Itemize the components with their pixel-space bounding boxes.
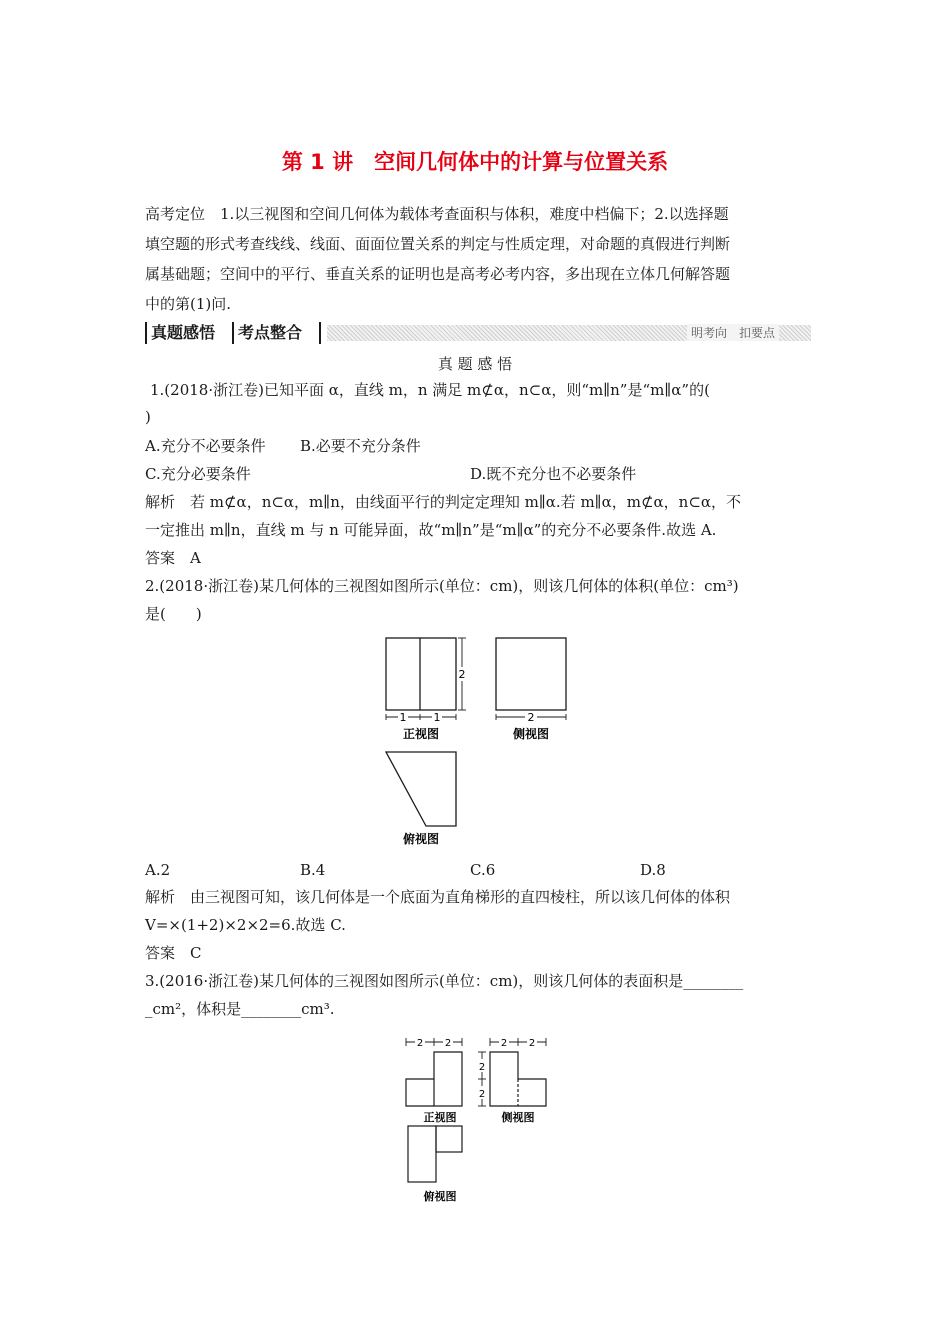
q3-dim-label: 2	[478, 1062, 486, 1073]
intro-line-1: 高考定位 1.以三视图和空间几何体为载体考查面积与体积，难度中档偏下；2.以选择题	[145, 205, 729, 223]
q3-dim-label: 2	[444, 1038, 452, 1049]
banner-left-label: 真题感悟	[151, 323, 216, 342]
q3-dim-label: 2	[478, 1089, 486, 1100]
q2-option-c: C.6	[470, 861, 496, 879]
q2-top-view-caption: 俯视图	[402, 832, 440, 846]
q2-solution-line-2: V=×(1+2)×2×2=6.故选 C.	[145, 916, 346, 934]
q3-dim-label: 2	[416, 1038, 424, 1049]
q2-option-b: B.4	[300, 861, 326, 879]
q2-width-label-2: 1	[433, 711, 441, 724]
q2-side-width-label: 2	[527, 711, 535, 724]
q2-height-label: 2	[458, 668, 466, 681]
banner-divider	[145, 322, 147, 344]
q1-solution-line-2: 一定推出 m∥n，直线 m 与 n 可能异面，故“m∥n”是“m∥α”的充分不必要条件.故选 A.	[145, 521, 717, 539]
banner-divider	[319, 322, 321, 344]
banner-right-label: 考点整合	[238, 323, 303, 342]
q1-option-d: D.既不充分也不必要条件	[470, 465, 637, 483]
q3-side-view-caption: 侧视图	[501, 1111, 535, 1124]
q2-front-view-caption: 正视图	[402, 727, 440, 741]
q2-solution-line-1: 解析 由三视图可知，该几何体是一个底面为直角梯形的直四棱柱，所以该几何体的体积	[145, 888, 731, 906]
q3-dim-label: 2	[528, 1038, 536, 1049]
q3-stem-line-1: 3.(2016·浙江卷)某几何体的三视图如图所示(单位：cm)，则该几何体的表面积是________	[145, 972, 744, 990]
q3-top-view-caption: 俯视图	[423, 1190, 457, 1203]
q3-dim-label: 2	[500, 1038, 508, 1049]
q2-top-view	[386, 752, 456, 826]
intro-line-3: 属基础题；空间中的平行、垂直关系的证明也是高考必考内容，多出现在立体几何解答题	[145, 265, 731, 283]
q1-stem-line-1: 1.(2018·浙江卷)已知平面 α，直线 m，n 满足 m⊄α，n⊂α，则“m∥n”是“m∥α”的(	[150, 381, 710, 399]
q3-front-view-caption: 正视图	[423, 1111, 457, 1124]
q2-stem-line-1: 2.(2018·浙江卷)某几何体的三视图如图所示(单位：cm)，则该几何体的体积(单位：cm³)	[145, 577, 739, 595]
q1-option-b: B.必要不充分条件	[300, 437, 421, 455]
banner-tags: 明考向 扣要点	[687, 324, 779, 341]
q1-option-a: A.充分不必要条件	[145, 437, 266, 455]
q1-solution-line-1: 解析 若 m⊄α，n⊂α，m∥n，由线面平行的判定定理知 m∥α.若 m∥α，m⊄α，n⊂α，不	[145, 493, 742, 511]
q2-width-label-1: 1	[399, 711, 407, 724]
banner-divider	[232, 322, 234, 344]
q2-three-views-figure	[370, 628, 580, 850]
q1-stem-line-2: )	[145, 408, 151, 426]
section-banner	[145, 321, 811, 345]
q3-three-views-figure	[400, 1030, 560, 1205]
section-title: 真 题 感 悟	[437, 355, 513, 373]
q3-top-view	[408, 1126, 436, 1182]
q2-option-d: D.8	[640, 861, 666, 879]
q3-stem-line-2: _cm²，体积是________cm³.	[145, 1000, 335, 1018]
q2-side-view	[496, 638, 566, 710]
q2-option-a: A.2	[145, 861, 171, 879]
intro-line-2: 填空题的形式考查线线、线面、面面位置关系的判定与性质定理，对命题的真假进行判断	[145, 235, 731, 253]
intro-line-4: 中的第(1)问.	[145, 295, 232, 313]
q1-answer: 答案 A	[145, 549, 201, 567]
q1-option-c: C.充分必要条件	[145, 465, 251, 483]
page-title: 第 1 讲 空间几何体中的计算与位置关系	[281, 150, 669, 174]
q2-side-view-caption: 侧视图	[512, 727, 550, 741]
q2-stem-line-2: 是( )	[145, 605, 202, 623]
q2-front-view	[386, 638, 456, 710]
q2-answer: 答案 C	[145, 944, 202, 962]
